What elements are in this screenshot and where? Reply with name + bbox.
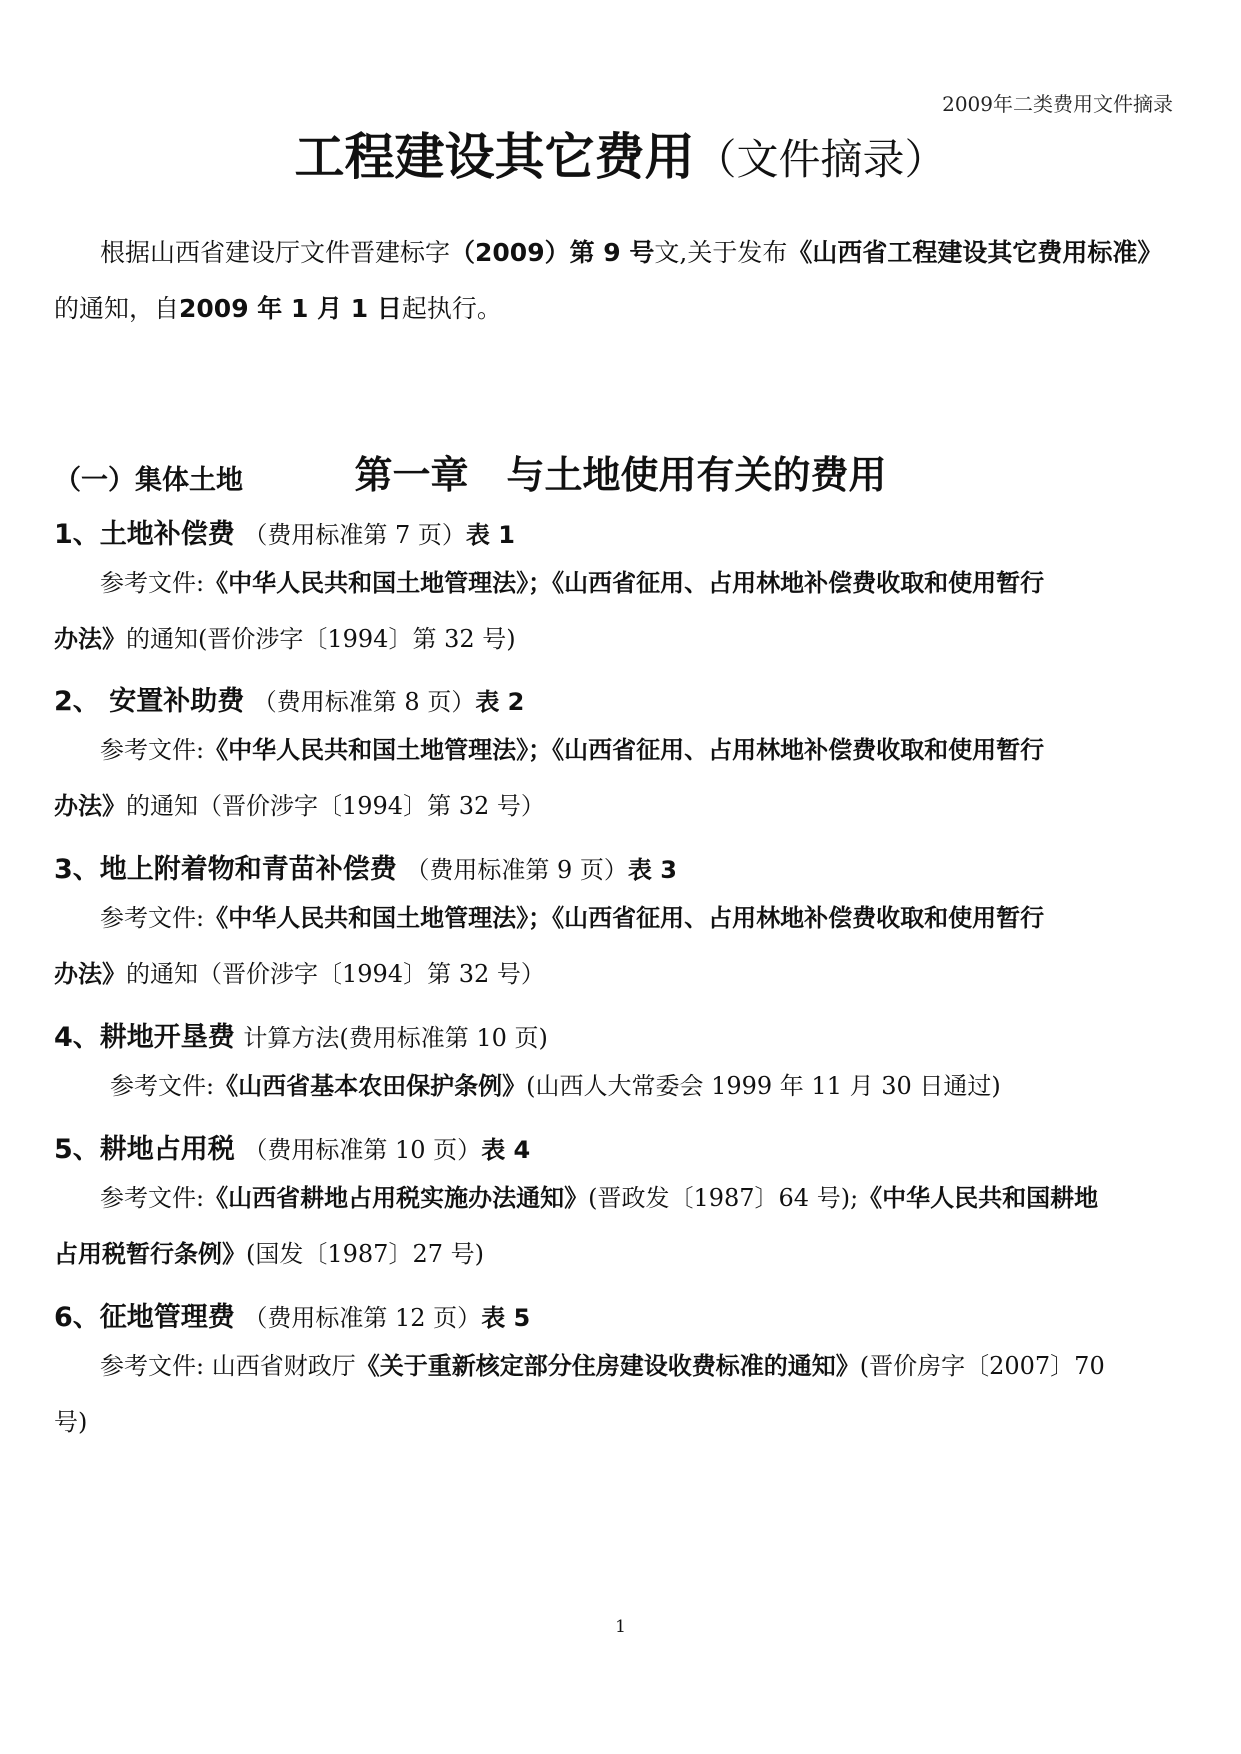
- reference-doc: 《中华人民共和国土地管理法》: [204, 904, 529, 932]
- item-table-ref: 表 1: [465, 521, 515, 549]
- reference-line: [54, 1239, 484, 1269]
- reference-doc: 办法》: [54, 792, 126, 820]
- reference-note: (山西人大常委会 1999 年 11 月 30 日通过): [526, 1072, 1001, 1100]
- document-title: [0, 117, 1241, 189]
- reference-line: [100, 735, 1044, 765]
- reference-doc: 办法》: [54, 960, 126, 988]
- reference-label: 参考文件:: [100, 904, 205, 932]
- reference-line: [54, 791, 545, 821]
- reference-doc: ；《山西省征用、占用林地补偿费收取和使用暂行: [528, 569, 1045, 597]
- title-paren: （文件摘录）: [694, 135, 947, 184]
- reference-doc: ；《山西省征用、占用林地补偿费收取和使用暂行: [528, 736, 1045, 764]
- item-number: 1、: [54, 519, 100, 550]
- item-table-ref: 表 3: [627, 856, 677, 884]
- reference-note: (晋价房字〔2007〕70: [859, 1352, 1105, 1380]
- item-table-ref: 表 5: [481, 1304, 531, 1332]
- item-number: 2、: [54, 686, 100, 717]
- intro-line-2: [54, 294, 502, 324]
- reference-doc: 《关于重新核定部分住房建设收费标准的通知》: [355, 1352, 860, 1380]
- chapter-title: 第一章 与土地使用有关的费用: [354, 453, 887, 497]
- reference-line: [54, 624, 516, 654]
- list-item: [54, 679, 524, 718]
- item-page-ref: （费用标准第 10 页）: [243, 1136, 482, 1164]
- intro-doc-title: 《山西省工程建设其它费用标准》: [787, 238, 1163, 267]
- reference-note: 山西省财政厅: [211, 1352, 356, 1380]
- intro-text: 的通知，自: [54, 294, 180, 323]
- item-table-ref: 表 4: [481, 1136, 531, 1164]
- intro-doc-number: （2009）第 9 号: [450, 238, 655, 267]
- list-item: [54, 1127, 530, 1166]
- intro-text: 根据山西省建设厅文件晋建标字: [100, 238, 451, 267]
- title-main: 工程建设其它费用: [294, 128, 695, 186]
- item-number: 3、: [54, 854, 100, 885]
- page-number: 1: [615, 1617, 626, 1637]
- reference-line: [110, 1071, 1001, 1101]
- reference-label: 参考文件:: [100, 569, 205, 597]
- reference-line: [100, 1183, 1098, 1213]
- item-page-ref: （费用标准第 7 页）: [243, 521, 466, 549]
- section-title: （一）集体土地: [54, 465, 243, 496]
- reference-line: [100, 568, 1044, 598]
- reference-line: [100, 903, 1044, 933]
- page-header: 2009年二类费用文件摘录: [942, 92, 1173, 116]
- item-table-ref: 表 2: [475, 688, 525, 716]
- reference-note: 号): [54, 1408, 88, 1436]
- reference-doc: 《中华人民共和国土地管理法》: [204, 736, 529, 764]
- intro-line-1: [100, 238, 1162, 268]
- reference-note: 的通知（晋价涉字〔1994〕第 32 号）: [126, 792, 545, 820]
- reference-label: 参考文件:: [100, 1352, 205, 1380]
- item-name: 征地管理费: [99, 1302, 235, 1333]
- list-item: [54, 1015, 548, 1054]
- item-name: 耕地占用税: [99, 1134, 235, 1165]
- list-item: [54, 512, 515, 551]
- intro-text: 起执行。: [401, 294, 502, 323]
- item-name: 安置补助费: [99, 686, 245, 717]
- intro-text: 文,关于发布: [654, 238, 788, 267]
- item-page-ref: （费用标准第 9 页）: [405, 856, 628, 884]
- reference-doc: ；《山西省征用、占用林地补偿费收取和使用暂行: [528, 904, 1045, 932]
- item-name: 地上附着物和青苗补偿费: [99, 854, 397, 885]
- reference-line: [54, 1407, 87, 1437]
- item-name: 耕地开垦费: [99, 1022, 235, 1053]
- list-item: [54, 1295, 530, 1334]
- reference-label: 参考文件:: [110, 1072, 215, 1100]
- item-number: 5、: [54, 1134, 100, 1165]
- item-number: 4、: [54, 1022, 100, 1053]
- item-page-ref: 计算方法(费用标准第 10 页): [243, 1024, 548, 1052]
- reference-doc: 《山西省基本农田保护条例》: [214, 1072, 527, 1100]
- reference-doc: 办法》: [54, 625, 126, 653]
- reference-doc: 《中华人民共和国耕地: [858, 1184, 1099, 1212]
- reference-label: 参考文件:: [100, 1184, 205, 1212]
- reference-doc: 《山西省耕地占用税实施办法通知》: [204, 1184, 589, 1212]
- reference-line: [100, 1351, 1105, 1381]
- reference-line: [54, 959, 545, 989]
- reference-note: (国发〔1987〕27 号): [246, 1240, 484, 1268]
- reference-label: 参考文件:: [100, 736, 205, 764]
- item-page-ref: （费用标准第 12 页）: [243, 1304, 482, 1332]
- intro-date: 2009 年 1 月 1 日: [179, 294, 402, 323]
- reference-note: (晋政发〔1987〕64 号);: [588, 1184, 859, 1212]
- item-name: 土地补偿费: [99, 519, 235, 550]
- item-page-ref: （费用标准第 8 页）: [252, 688, 476, 716]
- reference-doc: 《中华人民共和国土地管理法》: [204, 569, 529, 597]
- reference-note: 的通知（晋价涉字〔1994〕第 32 号）: [126, 960, 545, 988]
- item-number: 6、: [54, 1302, 100, 1333]
- reference-note: 的通知(晋价涉字〔1994〕第 32 号): [126, 625, 516, 653]
- list-item: [54, 847, 677, 886]
- reference-doc: 占用税暂行条例》: [54, 1240, 246, 1268]
